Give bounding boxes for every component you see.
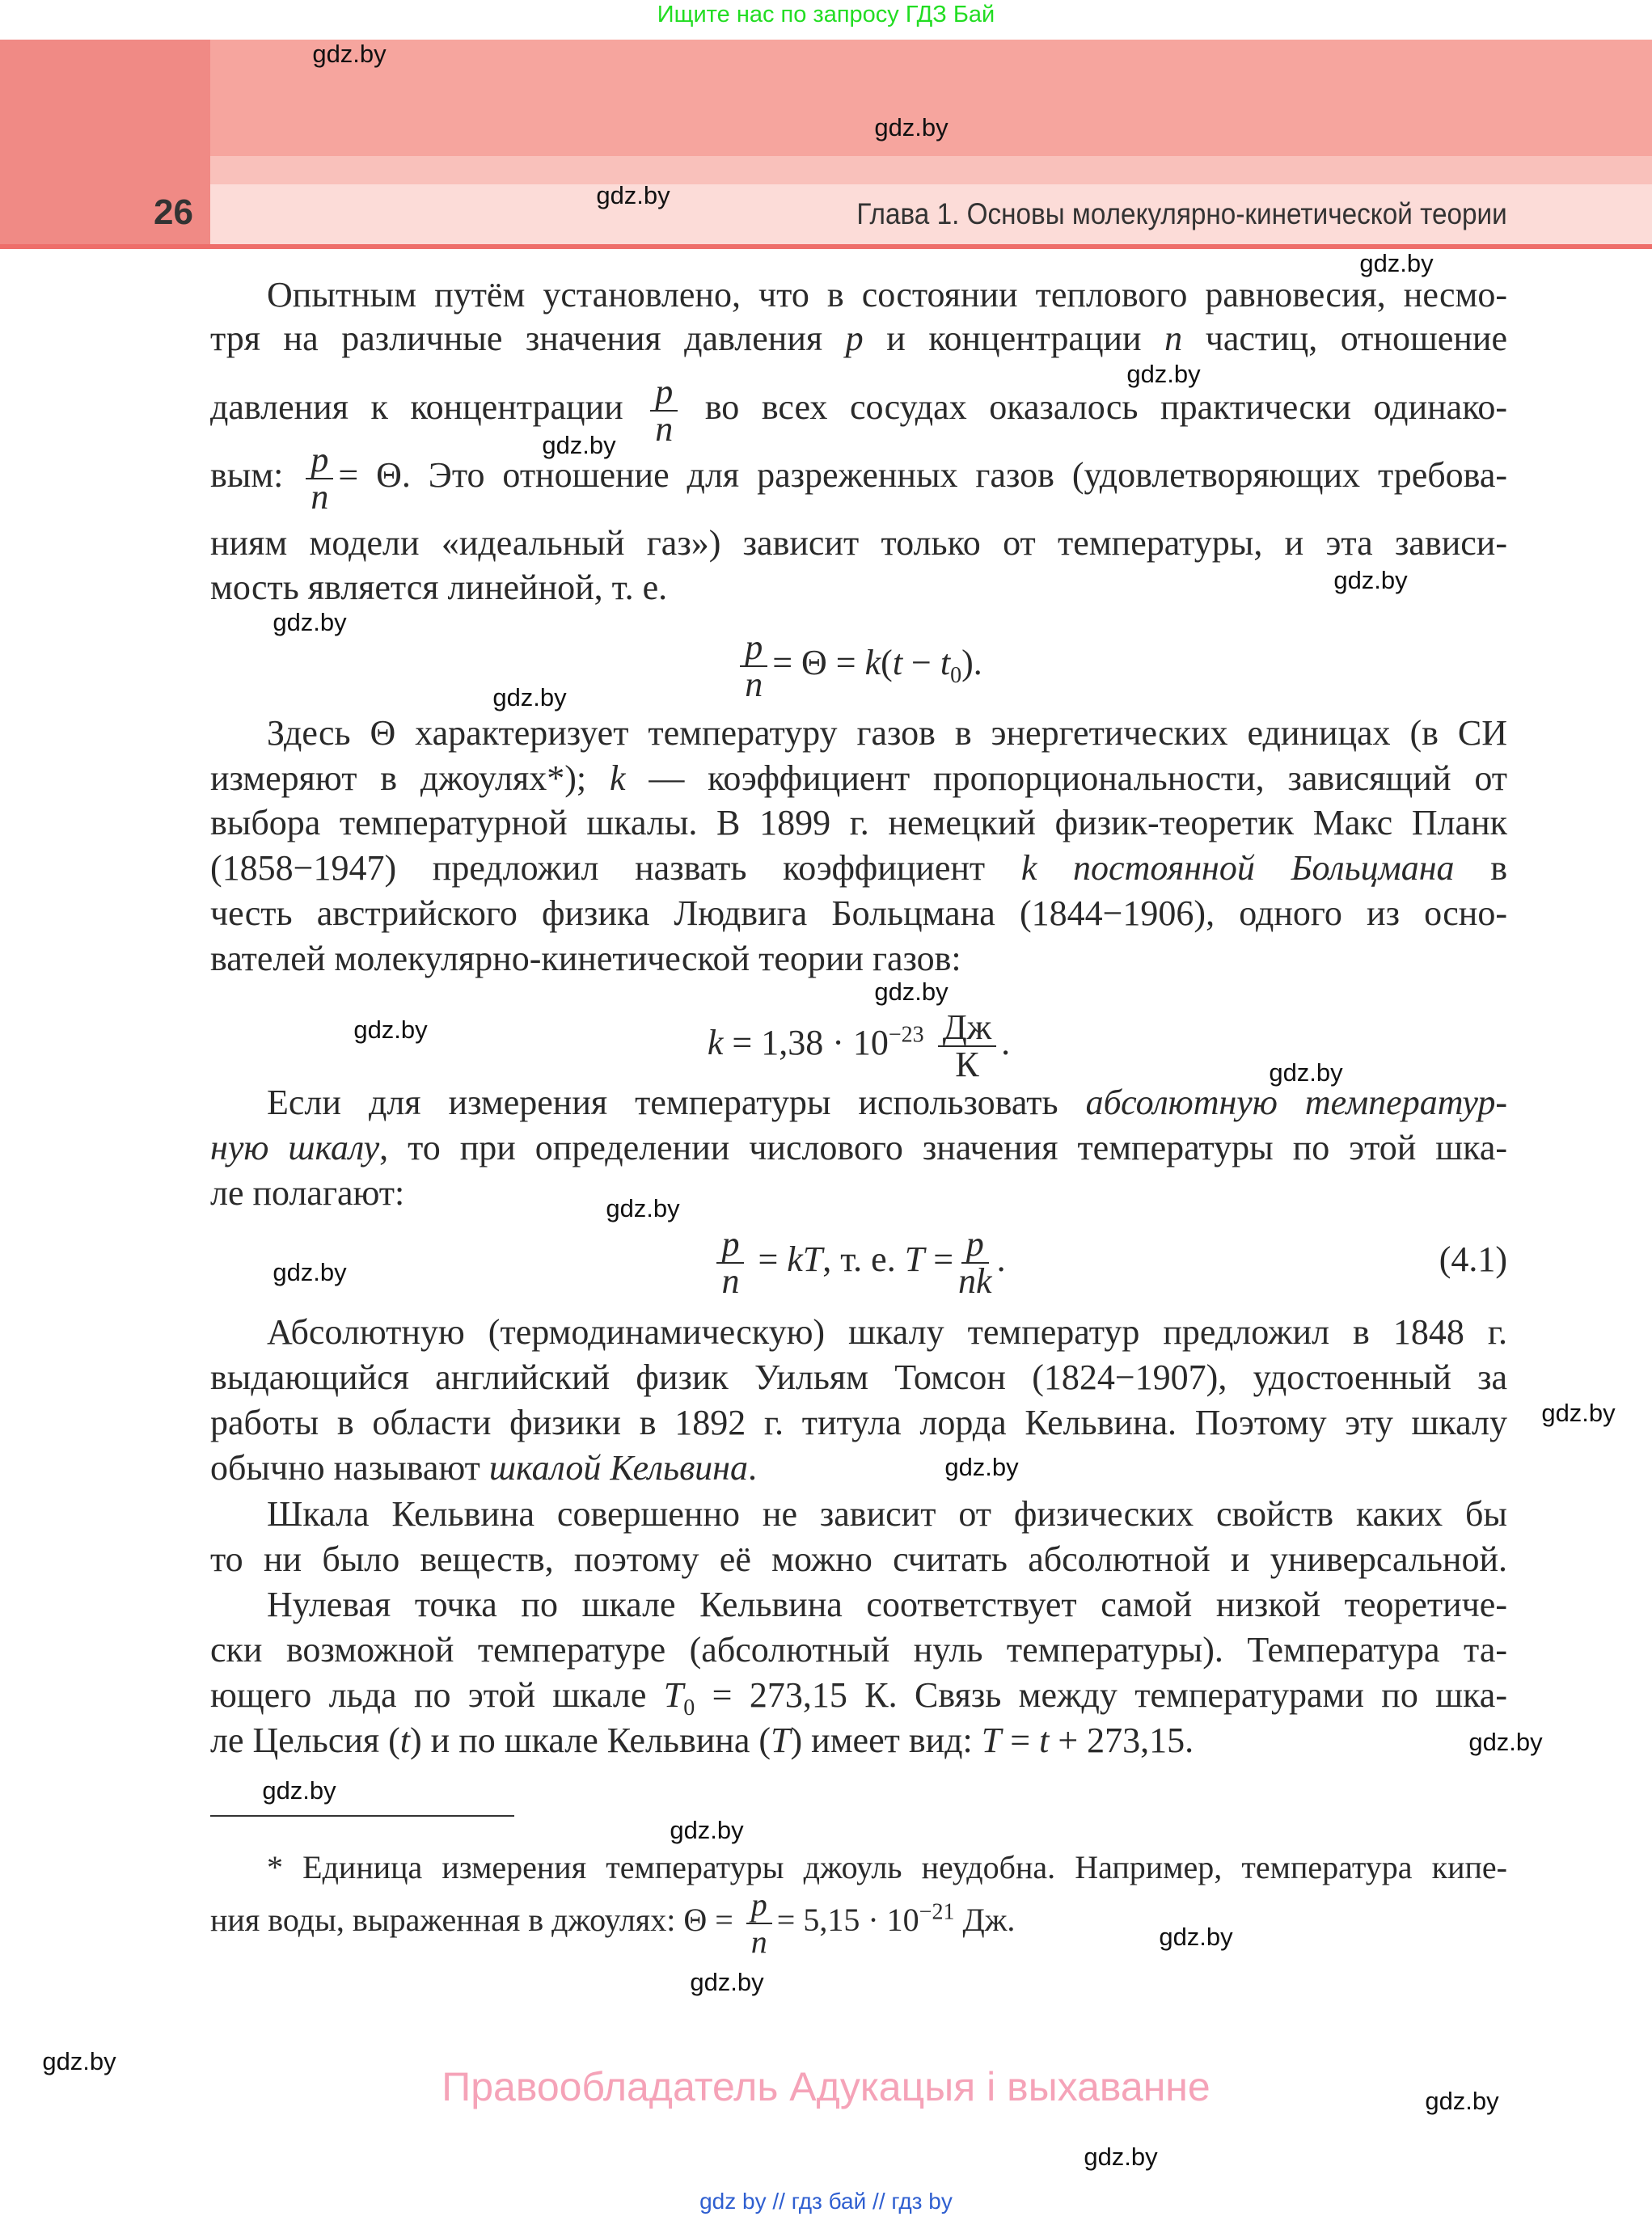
text-run: , т. е. (822, 1239, 905, 1279)
text-line (210, 891, 1507, 936)
separator: // (872, 2189, 885, 2214)
watermark-text: gdz.by (492, 683, 567, 711)
footnote-divider (210, 1815, 514, 1817)
fraction-denominator: n (745, 664, 763, 704)
page-number: 26 (154, 192, 193, 232)
text-line (210, 711, 1507, 756)
text-run: Опытным путём установлено, что в состоянии теплового равновесия, несмо- (267, 275, 1507, 315)
text-run: = 273,15 К. Связь между температурами по шка- (695, 1675, 1507, 1715)
text-run: и концентрации (863, 319, 1165, 358)
fraction-denominator: nk (958, 1260, 992, 1301)
text-run: выдающийся английский физик Уильям Томсон (1824−1907), удостоенный за (210, 1357, 1507, 1397)
watermark-text: gdz.by (273, 608, 347, 636)
watermark-text: gdz.by (690, 1968, 764, 1996)
subscript: 0 (950, 662, 962, 688)
watermark-text: gdz.by (606, 1194, 680, 1222)
fraction-denominator: n (311, 476, 329, 517)
watermark-text: gdz.by (312, 40, 387, 68)
text-run: тря на различные значения давления (210, 319, 846, 358)
text-run: Здесь Θ характеризует температуру газов в энергетических единицах (в СИ (267, 713, 1507, 753)
watermark-text: gdz.by (1159, 1923, 1233, 1951)
text-run: = (1001, 1720, 1040, 1760)
text-run: ния воды, выраженная в джоулях: Θ = (210, 1902, 741, 1938)
watermark-text: gdz.by (874, 113, 949, 141)
fraction (306, 439, 333, 517)
bottom-links (0, 2189, 1652, 2214)
text-run: во всех сосудах оказалось практически одинако- (682, 387, 1507, 427)
text-run: работы в области физики в 1892 г. титула лорда Кельвина. Поэтому эту шкалу (210, 1403, 1507, 1442)
text-run: частиц, отношение (1182, 319, 1507, 358)
text-run: ле Цельсия ( (210, 1720, 400, 1760)
italic-run: T (981, 1720, 1002, 1760)
text-line (210, 1673, 1507, 1718)
text-line (210, 1310, 1507, 1355)
text-run: давления к концентрации (210, 387, 646, 427)
text-run (924, 1023, 933, 1062)
fraction (746, 1887, 772, 1960)
watermark-text: gdz.by (1359, 249, 1434, 277)
watermark-text: gdz.by (1126, 360, 1201, 388)
text-line (210, 1885, 1507, 1960)
text-run: Дж. (954, 1902, 1016, 1938)
text-line (210, 1355, 1507, 1400)
text-line (210, 1446, 1507, 1491)
subscript: 0 (683, 1695, 695, 1720)
text-run: Шкала Кельвина совершенно не зависит от физических свойств каких бы (267, 1494, 1507, 1534)
italic-run: T (771, 1720, 791, 1760)
text-run: + 273,15. (1049, 1720, 1194, 1760)
text-run: то ни было веществ, поэтому её можно считать абсолютной и универсальной. (210, 1539, 1507, 1579)
watermark-text: gdz.by (273, 1258, 347, 1286)
link-gdz-by-ru[interactable]: гдз by (891, 2189, 953, 2214)
fraction (716, 1223, 744, 1301)
fraction (740, 627, 767, 704)
watermark-text: gdz.by (596, 181, 670, 209)
italic-run: t (892, 643, 903, 682)
italic-run: k (609, 758, 626, 798)
text-run: = (749, 1239, 788, 1279)
italic-run: T (904, 1239, 925, 1279)
text-line (210, 272, 1507, 318)
equation-number: (4.1) (1439, 1239, 1507, 1279)
fraction (958, 1223, 992, 1301)
text-run: ющего льда по этой шкале (210, 1675, 664, 1715)
fraction (650, 371, 678, 449)
text-run: мость является линейной, т. е. (210, 568, 668, 607)
watermark-text: gdz.by (874, 977, 949, 1006)
fraction-numerator: p (746, 1887, 772, 1924)
text-run: в (1454, 848, 1508, 888)
italic-run: kT (787, 1239, 823, 1279)
fraction-numerator: p (650, 374, 678, 412)
text-run: Нулевая точка по шкале Кельвина соответствует самой низкой теоретиче- (267, 1585, 1507, 1624)
text-run: честь австрийского физика Людвига Больцмана (1844−1906), одного из осно- (210, 893, 1507, 933)
italic-run: t (1039, 1720, 1050, 1760)
text-run: вателей молекулярно-кинетической теории газов: (210, 939, 961, 978)
text-run: = Θ. Это отношение для разреженных газов (удовлетворяющих требова- (338, 455, 1508, 495)
text-run: обычно называют (210, 1448, 489, 1488)
fraction (938, 1007, 996, 1084)
text-run: Абсолютную (термодинамическую) шкалу температур предложил в 1848 г. (267, 1312, 1507, 1352)
text-line (210, 1400, 1507, 1446)
fraction-denominator: К (955, 1044, 979, 1084)
text-line (210, 846, 1507, 891)
italic-run: T (663, 1675, 684, 1715)
text-line (210, 565, 1507, 610)
watermark-text: gdz.by (42, 2047, 116, 2075)
italic-run: k (707, 1023, 724, 1062)
watermark-text: gdz.by (1541, 1399, 1616, 1427)
text-run: = 1,38 · 10 (723, 1023, 889, 1062)
fraction-numerator: p (961, 1226, 989, 1264)
italic-run: n (1164, 319, 1183, 358)
text-line (210, 1125, 1507, 1171)
separator: // (772, 2189, 785, 2214)
watermark-text: gdz.by (1269, 1058, 1343, 1087)
fraction-numerator: p (306, 442, 333, 479)
text-run: = 5,15 · 10 (776, 1902, 919, 1938)
text-line (210, 1628, 1507, 1673)
italic-run: k постоянной Больцмана (1020, 848, 1455, 888)
text-run: * Единица измерения температуры джоуль неудобна. Например, температура кипе- (267, 1849, 1507, 1885)
text-run: . (996, 1239, 1006, 1279)
text-run: вым: (210, 455, 302, 495)
text-run: выбора температурной шкалы. В 1899 г. немецкий физик-теоретик Макс Планк (210, 803, 1507, 842)
text-line (210, 521, 1507, 566)
watermark-text: gdz.by (262, 1776, 336, 1805)
text-line (210, 1718, 1507, 1763)
text-run: (1858−1947) предложил назвать коэффициент (210, 848, 1021, 888)
watermark-text: gdz.by (353, 1015, 428, 1044)
italic-run: абсолютную температур- (1085, 1083, 1507, 1122)
text-run: = (924, 1239, 954, 1279)
text-line (210, 756, 1507, 801)
text-run: — коэффициент пропорциональности, зависящий от (625, 758, 1507, 798)
text-run: ) и по шкале Кельвина ( (410, 1720, 771, 1760)
watermark-text: gdz.by (1425, 2087, 1499, 2115)
italic-run: ную шкалу (210, 1128, 380, 1167)
watermark-text: gdz.by (1468, 1728, 1543, 1756)
fraction-denominator: n (721, 1260, 740, 1301)
text-line (210, 1492, 1507, 1537)
text-run: ( (881, 643, 893, 682)
text-line (210, 1171, 1507, 1216)
italic-run: t (399, 1720, 411, 1760)
text-run: Если для измерения температуры использовать (267, 1083, 1086, 1122)
text-run: − (902, 643, 940, 682)
watermark-text: gdz.by (944, 1453, 1019, 1481)
text-run: ниям модели «идеальный газ») зависит только от температуры, и эта зависи- (210, 523, 1507, 563)
text-line (210, 1845, 1507, 1890)
link-gdz-bai[interactable]: гдз бай (791, 2189, 867, 2214)
watermark-text: gdz.by (670, 1816, 744, 1844)
superscript: −21 (919, 1899, 955, 1925)
text-run: , то при определении числового значения температуры по этой шка- (379, 1128, 1507, 1167)
superscript: −23 (888, 1022, 924, 1048)
header-band (210, 156, 1652, 184)
watermark-text: gdz.by (1333, 566, 1408, 594)
text-run: ). (961, 643, 982, 682)
text-run: ) имеет вид: (790, 1720, 982, 1760)
text-run: = Θ = (772, 643, 865, 682)
text-run: измеряют в джоулях*); (210, 758, 610, 798)
italic-run: p (845, 319, 864, 358)
fraction-numerator: Дж (938, 1010, 996, 1047)
text-run: . (748, 1448, 758, 1488)
text-run: . (1001, 1023, 1011, 1062)
text-line (210, 1582, 1507, 1628)
copyright-owner: Правообладатель Адукацыя і выхаванне (442, 2064, 1210, 2109)
fraction-denominator: n (750, 1923, 767, 1960)
fraction-numerator: p (716, 1226, 744, 1264)
watermark-text: gdz.by (1084, 2143, 1158, 2171)
text-line (210, 316, 1507, 361)
link-gdz-by[interactable]: gdz by (699, 2189, 767, 2214)
italic-run: k (864, 643, 881, 682)
text-line (210, 1537, 1507, 1582)
chapter-title: Глава 1. Основы молекулярно-кинетической теории (856, 197, 1507, 230)
text-line (210, 800, 1507, 846)
text-run: ле полагают: (210, 1173, 405, 1213)
text-run: ски возможной температуре (абсолютный нуль температуры). Температура та- (210, 1630, 1507, 1670)
text-line (210, 936, 1507, 982)
italic-run: шкалой Кельвина (488, 1448, 749, 1488)
text-line (210, 1223, 1507, 1301)
italic-run: t (940, 643, 951, 682)
fraction-denominator: n (655, 408, 674, 449)
search-hint-banner: Ищите нас по запросу ГДЗ Бай (657, 2, 995, 27)
fraction-numerator: p (740, 630, 767, 667)
watermark-text: gdz.by (542, 431, 616, 459)
